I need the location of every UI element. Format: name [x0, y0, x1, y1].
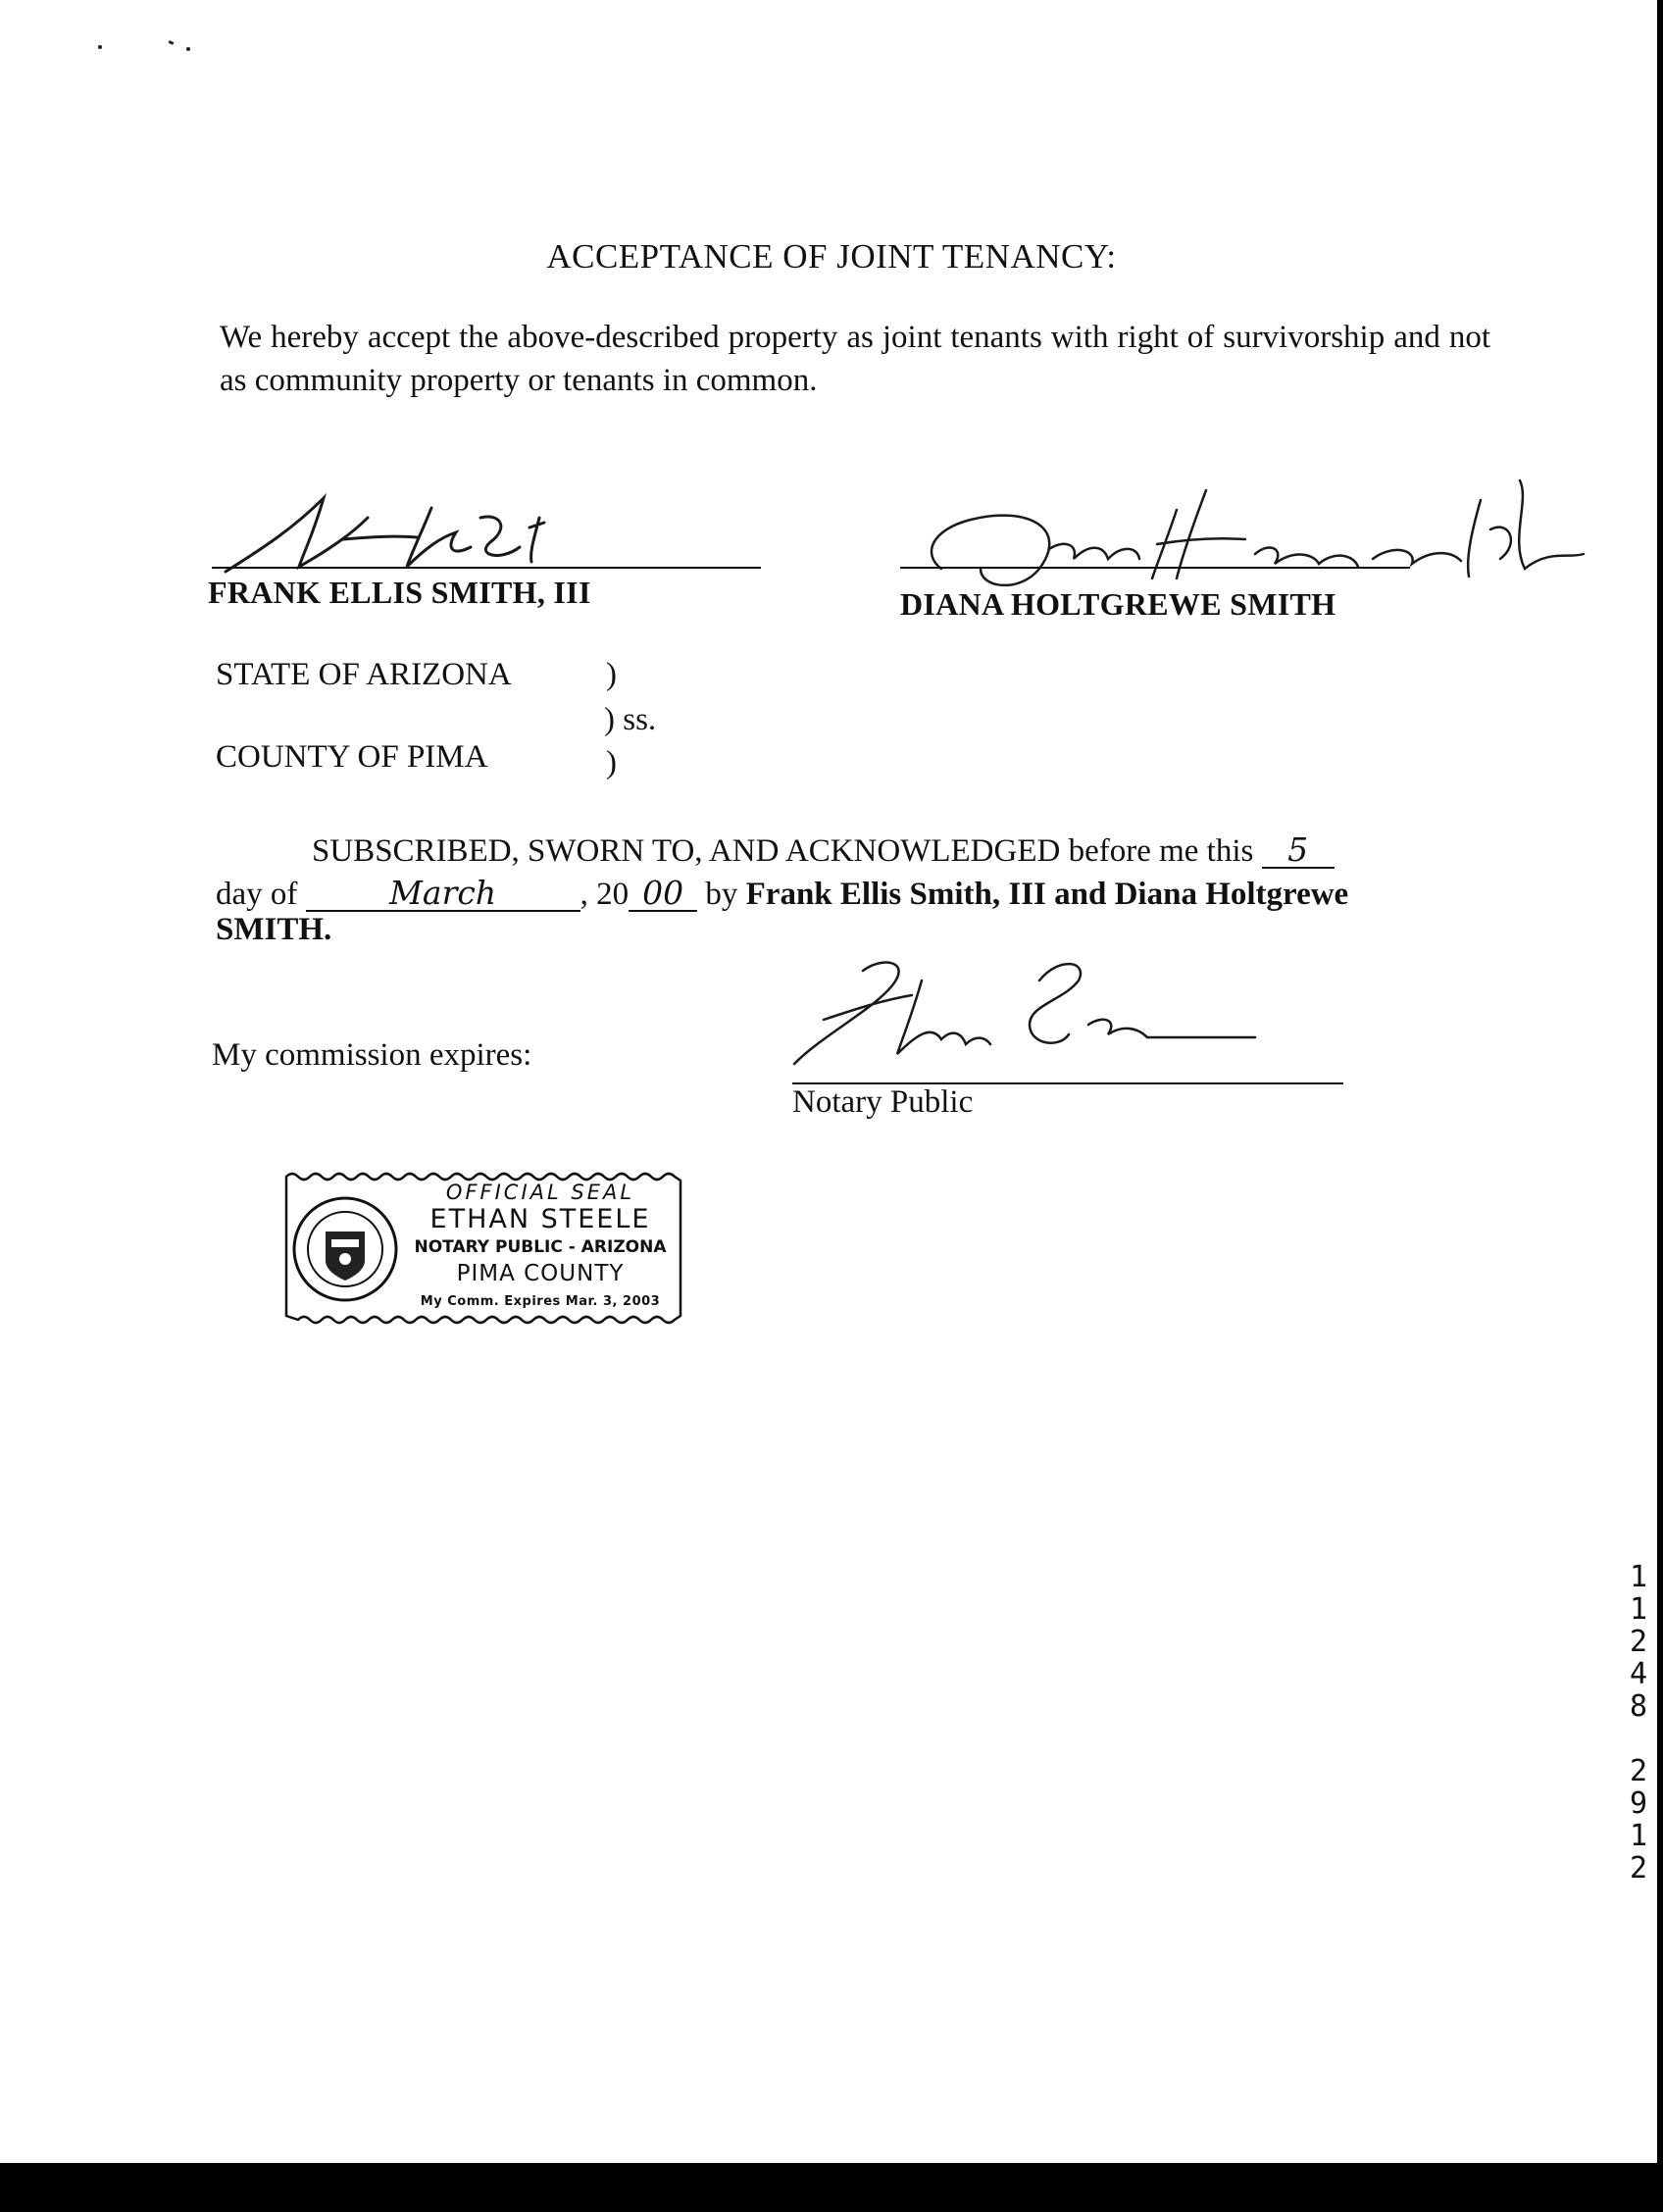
seal-line-county: PIMA COUNTY — [456, 1261, 625, 1286]
margin-digit: 1 — [1629, 1819, 1648, 1853]
signer-name-right: DIANA HOLTGREWE SMITH — [900, 586, 1336, 622]
scan-edge-bottom — [0, 2163, 1663, 2212]
margin-document-number — [1626, 1561, 1651, 1885]
document-heading: ACCEPTANCE OF JOINT TENANCY: — [546, 237, 1117, 276]
ack-year-prefix: , 20 — [580, 877, 630, 912]
seal-line-official: OFFICIAL SEAL — [445, 1181, 635, 1204]
venue-paren-bottom: ) — [606, 745, 617, 780]
margin-digit: 1 — [1629, 1560, 1648, 1594]
commission-expires-label: My commission expires: — [212, 1037, 532, 1073]
margin-digit: 4 — [1629, 1657, 1648, 1691]
margin-digit: 9 — [1629, 1786, 1648, 1821]
ack-sworn-text: SUBSCRIBED, SWORN TO, AND ACKNOWLEDGED before me this — [312, 833, 1254, 869]
signature-line-left — [212, 567, 761, 569]
ack-names-line2: SMITH. — [216, 912, 332, 947]
signer-name-left: FRANK ELLIS SMITH, III — [208, 575, 591, 610]
acceptance-paragraph: We hereby accept the above-described property as joint tenants with right of survivorship and not as community property or tenants in common. — [220, 320, 1490, 398]
signature-frank-ellis-smith — [206, 478, 588, 586]
venue-state: STATE OF ARIZONA — [216, 657, 512, 692]
margin-digit: 2 — [1629, 1851, 1648, 1885]
venue-ss: ) ss. — [604, 702, 657, 737]
seal-line-expires: My Comm. Expires Mar. 3, 2003 — [420, 1294, 661, 1309]
ack-month-field: March — [306, 877, 580, 912]
ack-names: Frank Ellis Smith, III and Diana Holtgrewe — [745, 877, 1349, 912]
scan-speck — [169, 40, 175, 45]
ack-line-1 — [312, 830, 1335, 873]
margin-digit: 1 — [1629, 1592, 1648, 1627]
scan-speck — [186, 47, 190, 51]
venue-paren-top: ) — [606, 657, 617, 692]
notary-public-label: Notary Public — [792, 1084, 974, 1120]
seal-line-notary: NOTARY PUBLIC - ARIZONA — [414, 1237, 667, 1257]
scan-edge-right — [1657, 0, 1663, 2212]
margin-digit: 2 — [1629, 1625, 1648, 1659]
margin-digit-gap — [1626, 1723, 1651, 1755]
ack-day-of-label: day of — [216, 877, 298, 912]
ack-line-2 — [216, 873, 1348, 916]
ack-day-field: 5 — [1262, 833, 1335, 869]
ack-year-field: 00 — [629, 877, 697, 912]
ack-line-3 — [216, 908, 331, 951]
seal-line-name: ETHAN STEELE — [429, 1204, 651, 1234]
margin-digit: 2 — [1629, 1754, 1648, 1788]
official-seal-stamp — [280, 1171, 686, 1326]
venue-county: COUNTY OF PIMA — [216, 739, 488, 775]
signature-notary — [765, 941, 1275, 1079]
margin-digit: 8 — [1629, 1689, 1648, 1724]
signature-line-right — [900, 567, 1410, 569]
scan-speck — [98, 45, 102, 49]
ack-by-label: by — [705, 877, 738, 912]
